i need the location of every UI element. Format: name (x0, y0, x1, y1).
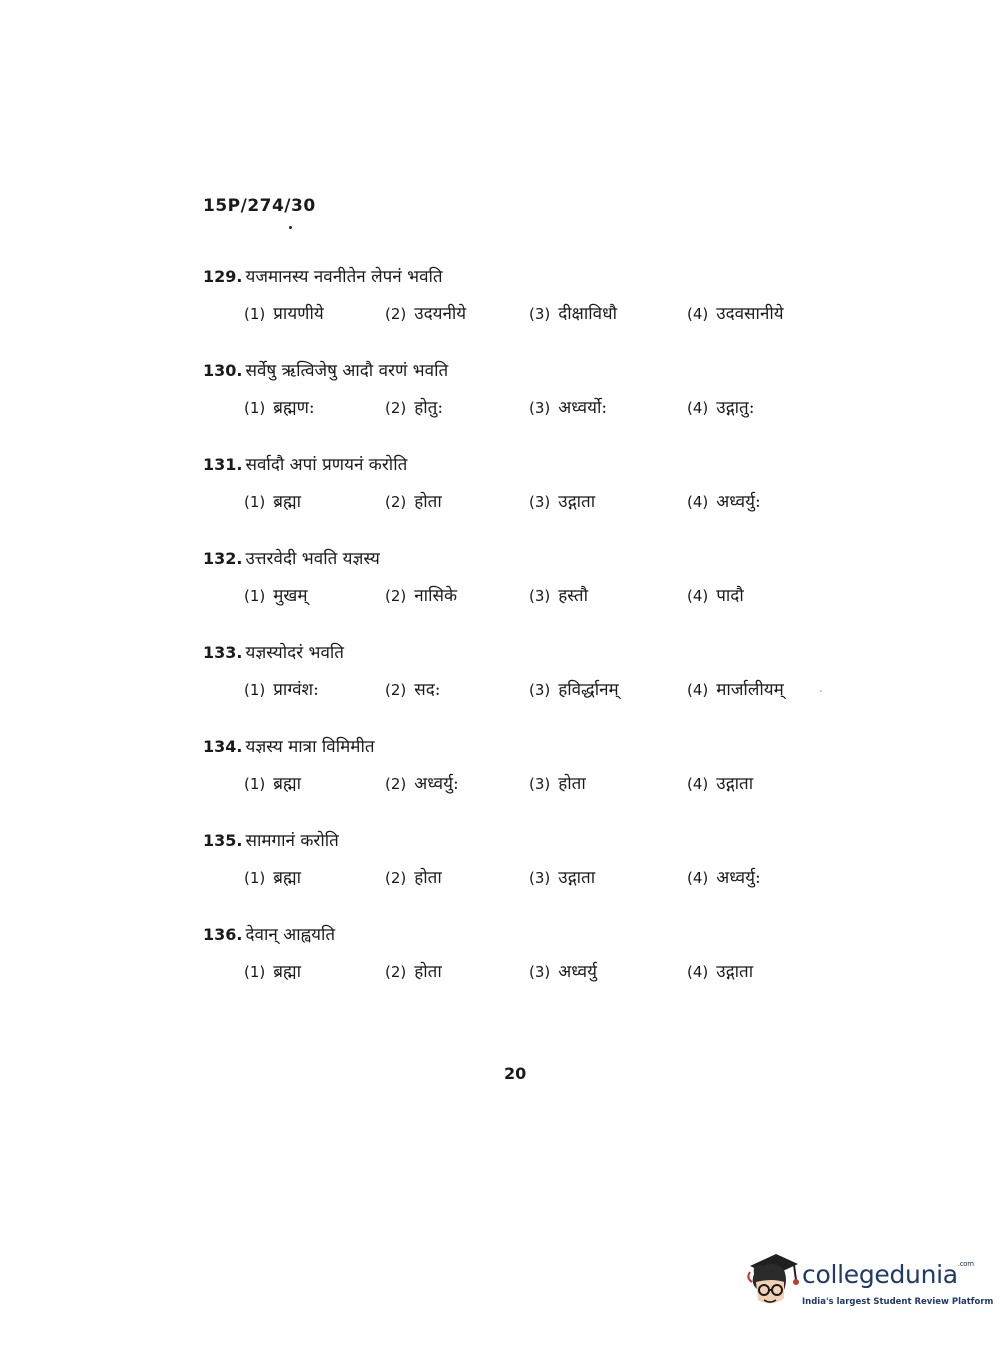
option-number: (1) (244, 681, 266, 699)
question-text: उत्तरवेदी भवति यज्ञस्य (245, 549, 380, 569)
option-number: (4) (687, 399, 709, 417)
page-number: 20 (504, 1064, 527, 1083)
option-text: अध्वर्यु: (716, 868, 761, 888)
option-number: (3) (529, 399, 551, 417)
option-number: (4) (687, 869, 709, 887)
answer-option (244, 959, 301, 982)
option-text: मार्जालीयम् (716, 680, 784, 700)
answer-option (385, 395, 443, 418)
question-number: 136. (203, 925, 243, 944)
question-stem (203, 264, 443, 287)
option-number: (3) (529, 681, 551, 699)
answer-option (529, 677, 619, 700)
question-number: 135. (203, 831, 243, 850)
option-text: अध्वर्यु: (716, 492, 761, 512)
question-number: 129. (203, 267, 243, 286)
option-text: मुखम् (273, 586, 308, 606)
answer-option (385, 959, 442, 982)
option-text: ब्रह्मा (273, 868, 301, 888)
question-number: 130. (203, 361, 243, 380)
option-number: (1) (244, 493, 266, 511)
option-text: उद्गातु: (716, 398, 755, 418)
option-number: (2) (385, 681, 407, 699)
option-number: (1) (244, 869, 266, 887)
scan-speck (289, 226, 292, 229)
option-number: (1) (244, 305, 266, 323)
answer-option (385, 301, 466, 324)
answer-option (687, 865, 761, 888)
answer-option (385, 583, 457, 606)
answer-option (244, 301, 324, 324)
question-text: देवान् आह्वयति (245, 925, 336, 945)
answer-option (529, 301, 617, 324)
option-number: (2) (385, 493, 407, 511)
option-text: नासिके (414, 586, 458, 606)
question-text: यजमानस्य नवनीतेन लेपनं भवति (245, 267, 443, 287)
option-text: उद्गाता (716, 774, 754, 794)
answer-option (687, 583, 744, 606)
question-item (0, 640, 1001, 720)
answer-option (687, 959, 753, 982)
option-number: (2) (385, 869, 407, 887)
answer-option (244, 771, 301, 794)
option-text: होता (414, 962, 442, 982)
question-item (0, 734, 1001, 814)
answer-option (687, 395, 754, 418)
question-stem (203, 734, 375, 757)
option-number: (4) (687, 493, 709, 511)
option-text: दीक्षाविधौ (558, 304, 617, 324)
option-number: (3) (529, 963, 551, 981)
question-item (0, 358, 1001, 438)
option-number: (2) (385, 963, 407, 981)
option-text: उद्गाता (558, 492, 596, 512)
mascot-graduation-cap-icon (744, 1252, 800, 1312)
question-text: यज्ञस्योदरं भवति (245, 643, 344, 663)
option-number: (4) (687, 963, 709, 981)
answer-option (529, 395, 607, 418)
option-text: हविर्द्धानम् (558, 680, 619, 700)
answer-option (385, 771, 459, 794)
option-text: होता (414, 868, 442, 888)
option-text: होता (414, 492, 442, 512)
option-text: ब्रह्मा (273, 962, 301, 982)
answer-option (687, 489, 761, 512)
question-text: सर्वादौ अपां प्रणयनं करोति (245, 455, 408, 475)
question-number: 131. (203, 455, 243, 474)
brand-tagline: India's largest Student Review Platform (802, 1297, 994, 1307)
answer-option (529, 489, 595, 512)
option-text: होता (558, 774, 586, 794)
option-number: (2) (385, 775, 407, 793)
question-item (0, 828, 1001, 908)
option-number: (2) (385, 587, 407, 605)
option-number: (4) (687, 587, 709, 605)
question-stem (203, 546, 380, 569)
option-text: ब्रह्मा (273, 774, 301, 794)
option-number: (1) (244, 587, 266, 605)
question-number: 134. (203, 737, 243, 756)
option-text: सद: (414, 680, 441, 700)
answer-option (529, 771, 586, 794)
question-item (0, 922, 1001, 1002)
question-stem (203, 640, 344, 663)
answer-option (529, 959, 597, 982)
option-number: (3) (529, 869, 551, 887)
paper-code: 15P/274/30 (203, 196, 316, 216)
option-text: उद्गाता (558, 868, 596, 888)
option-number: (1) (244, 399, 266, 417)
option-text: अध्वर्यो: (558, 398, 608, 418)
option-text: ब्रह्मा (273, 492, 301, 512)
option-text: हस्तौ (558, 586, 588, 606)
option-number: (1) (244, 775, 266, 793)
answer-option (244, 583, 308, 606)
answer-option (687, 771, 753, 794)
option-number: (4) (687, 775, 709, 793)
option-number: (3) (529, 305, 551, 323)
answer-option (244, 395, 315, 418)
option-text: ब्रह्मण: (273, 398, 315, 418)
option-number: (2) (385, 305, 407, 323)
option-number: (4) (687, 305, 709, 323)
question-text: सर्वेषु ऋत्विजेषु आदौ वरणं भवति (245, 361, 449, 381)
option-text: उद्गाता (716, 962, 754, 982)
question-number: 132. (203, 549, 243, 568)
answer-option (244, 677, 319, 700)
answer-option (529, 865, 595, 888)
answer-option (385, 865, 442, 888)
question-item (0, 546, 1001, 626)
option-text: होतु: (414, 398, 444, 418)
option-text: प्राग्वंश: (273, 680, 319, 700)
answer-option (687, 301, 784, 324)
option-number: (4) (687, 681, 709, 699)
question-stem (203, 922, 335, 945)
option-text: उदवसानीये (716, 304, 784, 324)
option-number: (3) (529, 587, 551, 605)
question-stem (203, 358, 448, 381)
brand-suffix: .com (957, 1260, 974, 1268)
answer-option (244, 865, 301, 888)
option-text: प्रायणीये (273, 304, 324, 324)
question-text: सामगानं करोति (245, 831, 339, 851)
option-text: उदयनीये (414, 304, 467, 324)
question-number: 133. (203, 643, 243, 662)
brand-name: collegedunia$^{.com}$ (802, 1260, 974, 1289)
collegedunia-watermark (744, 1250, 994, 1320)
answer-option (385, 677, 441, 700)
question-item (0, 452, 1001, 532)
answer-option (687, 677, 784, 700)
option-text: अध्वर्यु: (414, 774, 459, 794)
option-number: (1) (244, 963, 266, 981)
answer-option (529, 583, 588, 606)
option-text: पादौ (716, 586, 744, 606)
question-item (0, 264, 1001, 344)
answer-option (385, 489, 442, 512)
question-stem (203, 452, 407, 475)
option-text: अध्वर्यु (558, 962, 597, 982)
option-number: (2) (385, 399, 407, 417)
question-stem (203, 828, 339, 851)
option-number: (3) (529, 775, 551, 793)
question-text: यज्ञस्य मात्रा विमिमीत (245, 737, 375, 757)
answer-option (244, 489, 301, 512)
option-number: (3) (529, 493, 551, 511)
